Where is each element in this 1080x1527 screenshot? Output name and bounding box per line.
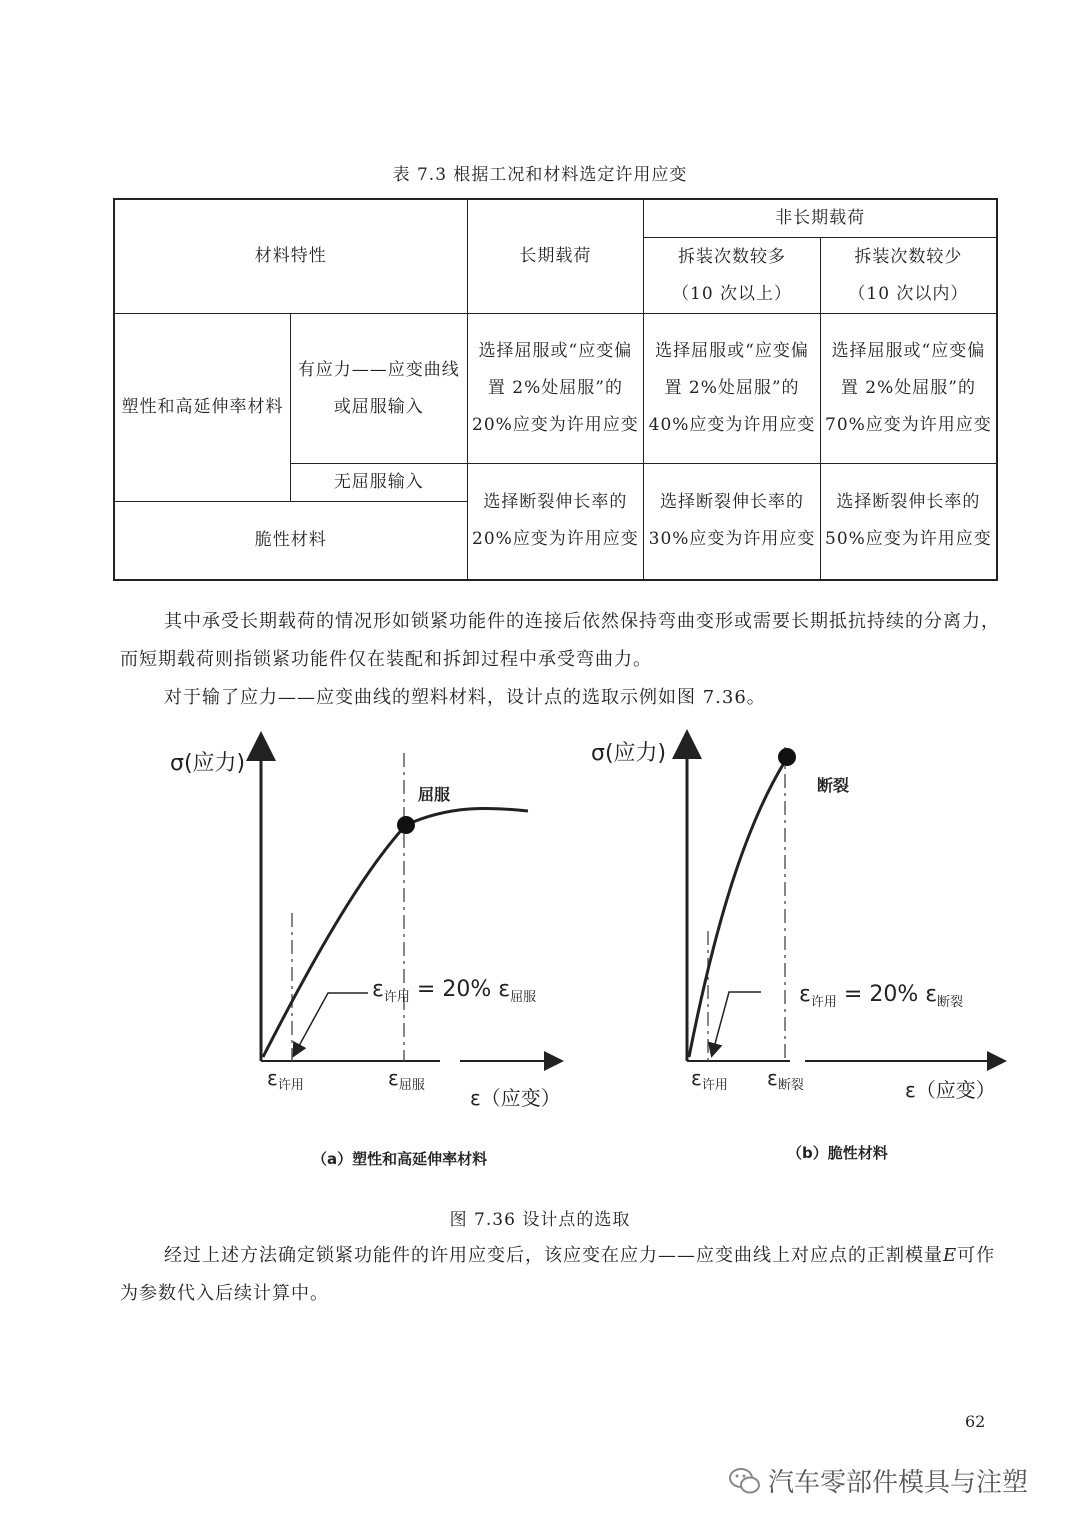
page-number: 62 xyxy=(965,1412,986,1431)
tick-fracture: $\varepsilon_{断裂}$ xyxy=(767,1066,804,1093)
cell-break-long: 选择断裂伸长率的20%应变为许用应变 xyxy=(467,464,644,580)
wechat-icon xyxy=(728,1466,762,1496)
header-material: 材料特性 xyxy=(114,199,467,314)
stress-strain-curve xyxy=(689,758,787,1057)
watermark-text: 汽车零部件模具与注塑 xyxy=(768,1468,1029,1498)
header-long-term: 长期载荷 xyxy=(467,199,644,314)
figure-a-caption: （a）塑性和高延伸率材料 xyxy=(312,1150,488,1168)
cell-break-few: 选择断裂伸长率的50%应变为许用应变 xyxy=(820,464,997,580)
equation: $\varepsilon_{许用} = 20\%$ $\varepsilon_{屈服}$ xyxy=(372,977,537,1005)
x-axis-label: ε（应变） xyxy=(470,1086,561,1110)
fracture-point xyxy=(778,748,796,766)
tick-yield: $\varepsilon_{屈服}$ xyxy=(388,1066,425,1093)
allowable-strain-table xyxy=(113,198,998,581)
row-plastic-group: 塑性和高延伸率材料 xyxy=(114,314,291,502)
figure-caption: 图 7.36 设计点的选取 xyxy=(449,1210,631,1230)
table-caption: 表 7.3 根据工况和材料选定许用应变 xyxy=(392,165,688,185)
figure-b-caption: （b）脆性材料 xyxy=(787,1144,888,1162)
paragraph-3: 经过上述方法确定锁紧功能件的许用应变后，该应变在应力——应变曲线上对应点的正割模量E可作为参数代入后续计算中。 xyxy=(120,1245,996,1304)
paragraph-1: 其中承受长期载荷的情况形如锁紧功能件的连接后依然保持弯曲变形或需要长期抵抗持续的分离力，而短期载荷则指锁紧功能件仅在装配和拆卸过程中承受弯曲力。 xyxy=(120,611,1000,670)
row-brittle: 脆性材料 xyxy=(114,502,467,580)
tick-allowable: $\varepsilon_{许用}$ xyxy=(267,1066,304,1093)
body-paragraphs xyxy=(120,603,1000,717)
point-label: 断裂 xyxy=(817,776,850,795)
tick-allowable: $\varepsilon_{许用}$ xyxy=(691,1066,728,1093)
point-label: 屈服 xyxy=(418,785,451,804)
row-no-yield: 无屈服输入 xyxy=(291,464,468,502)
cell-yield-long: 选择屈服或“应变偏置 2%处屈服”的20%应变为许用应变 xyxy=(467,314,644,464)
y-axis-label: σ(应力) xyxy=(170,751,246,776)
x-axis-label: ε（应变） xyxy=(905,1078,996,1102)
cell-yield-few: 选择屈服或“应变偏置 2%处屈服”的70%应变为许用应变 xyxy=(820,314,997,464)
equation: $\varepsilon_{许用} = 20\%$ $\varepsilon_{断裂}$ xyxy=(799,982,964,1010)
header-many-disassembly: 拆装次数较多 （10 次以上） xyxy=(644,238,821,314)
cell-yield-many: 选择屈服或“应变偏置 2%处屈服”的40%应变为许用应变 xyxy=(644,314,821,464)
cell-break-many: 选择断裂伸长率的30%应变为许用应变 xyxy=(644,464,821,580)
paragraph-2: 对于输了应力——应变曲线的塑料材料，设计点的选取示例如图 7.36。 xyxy=(164,687,766,708)
stress-strain-curve xyxy=(263,808,528,1057)
yield-point xyxy=(397,816,415,834)
header-few-disassembly: 拆装次数较少 （10 次以内） xyxy=(820,238,997,314)
callout-arrow xyxy=(712,992,761,1055)
callout-arrow xyxy=(294,993,368,1055)
y-axis-label: σ(应力) xyxy=(591,741,667,766)
row-curve-input: 有应力——应变曲线或屈服输入 xyxy=(291,314,468,464)
figure-b xyxy=(585,725,1015,1175)
figure-a xyxy=(160,725,600,1175)
header-non-long-term: 非长期载荷 xyxy=(644,199,997,238)
watermark xyxy=(728,1462,1028,1499)
